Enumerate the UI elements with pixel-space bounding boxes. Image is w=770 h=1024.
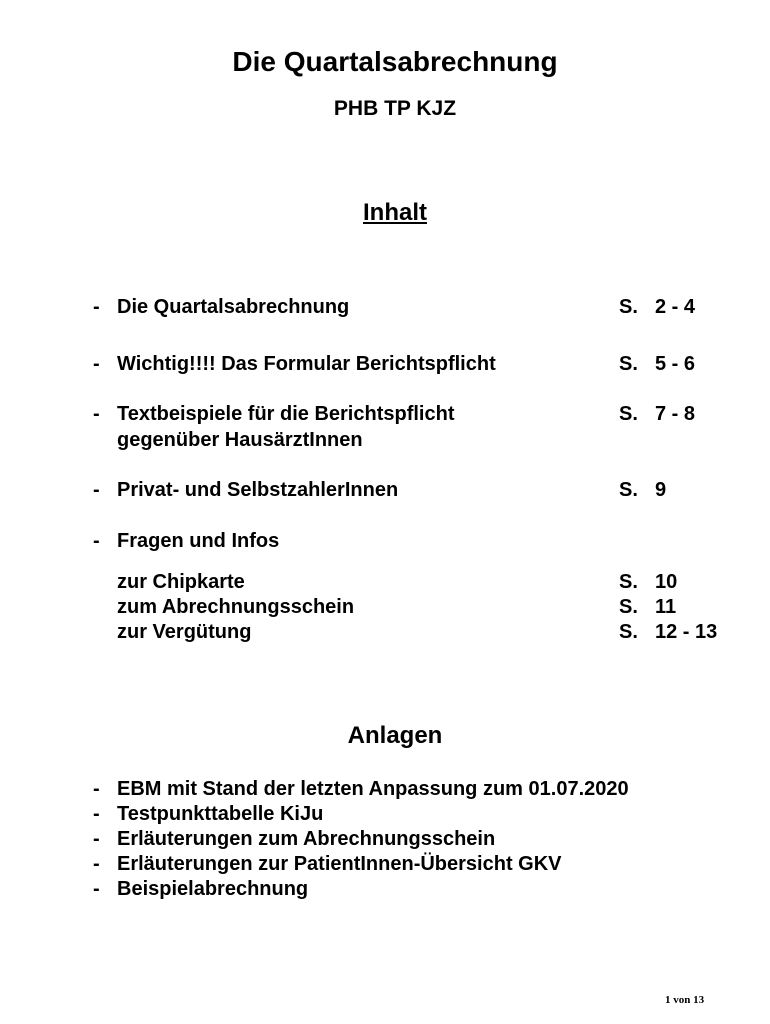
toc-sub-pages [619,620,717,645]
page-prefix: S. [619,353,638,375]
toc-entry-pages [619,478,666,503]
page-prefix: S. [619,571,638,593]
page-range: 2 - 4 [655,296,696,318]
list-dash: - [93,296,100,318]
list-dash: - [93,878,100,900]
toc-sub-label: zur Vergütung [117,621,252,643]
list-dash: - [93,353,100,375]
document-subtitle: PHB TP KJZ [333,97,457,120]
page-prefix: S. [619,403,638,425]
page-range: 11 [655,596,677,618]
toc-sub-label: zum Abrechnungsschein [117,596,355,618]
page-prefix: S. [619,479,638,501]
list-dash: - [93,803,100,825]
toc-entry-pages [619,402,695,427]
toc-entry-pages [619,295,695,320]
annex-item-label: Erläuterungen zur PatientInnen-Übersicht GKV [117,853,562,875]
list-dash: - [93,403,100,425]
list-dash: - [93,828,100,850]
page-prefix: S. [619,296,638,318]
toc-entry-label: Fragen und Infos [117,530,280,552]
toc-entry-label-line2: gegenüber HausärztInnen [117,429,363,451]
page-range: 7 - 8 [655,403,696,425]
page-prefix: S. [619,596,638,618]
annex-item-label: EBM mit Stand der letzten Anpassung zum 01.07.2020 [117,778,629,800]
page-range: 5 - 6 [655,353,696,375]
list-dash: - [93,530,100,552]
annex-item-label: Testpunkttabelle KiJu [117,803,324,825]
annex-heading: Anlagen [347,722,443,749]
toc-sub-pages [619,595,676,620]
toc-sub-pages [619,570,677,595]
toc-entry-label: Textbeispiele für die Berichtspflicht [117,403,455,425]
annex-item-label: Erläuterungen zum Abrechnungsschein [117,828,496,850]
list-dash: - [93,778,100,800]
toc-heading: Inhalt [363,199,427,226]
page-range: 10 [655,571,678,593]
annex-item-label: Beispielabrechnung [117,878,309,900]
toc-entry-label: Wichtig!!!! Das Formular Berichtspflicht [117,353,496,375]
toc-entry-pages [619,352,695,377]
list-dash: - [93,479,100,501]
toc-sub-label: zur Chipkarte [117,571,245,593]
toc-entry-label: Die Quartalsabrechnung [117,296,350,318]
toc-entry-label: Privat- und SelbstzahlerInnen [117,479,399,501]
document-title: Die Quartalsabrechnung [232,46,558,77]
page-number: 1 von 13 [665,994,705,1006]
page-prefix: S. [619,621,638,643]
list-dash: - [93,853,100,875]
page-range: 12 - 13 [655,621,718,643]
page-range: 9 [655,479,667,501]
